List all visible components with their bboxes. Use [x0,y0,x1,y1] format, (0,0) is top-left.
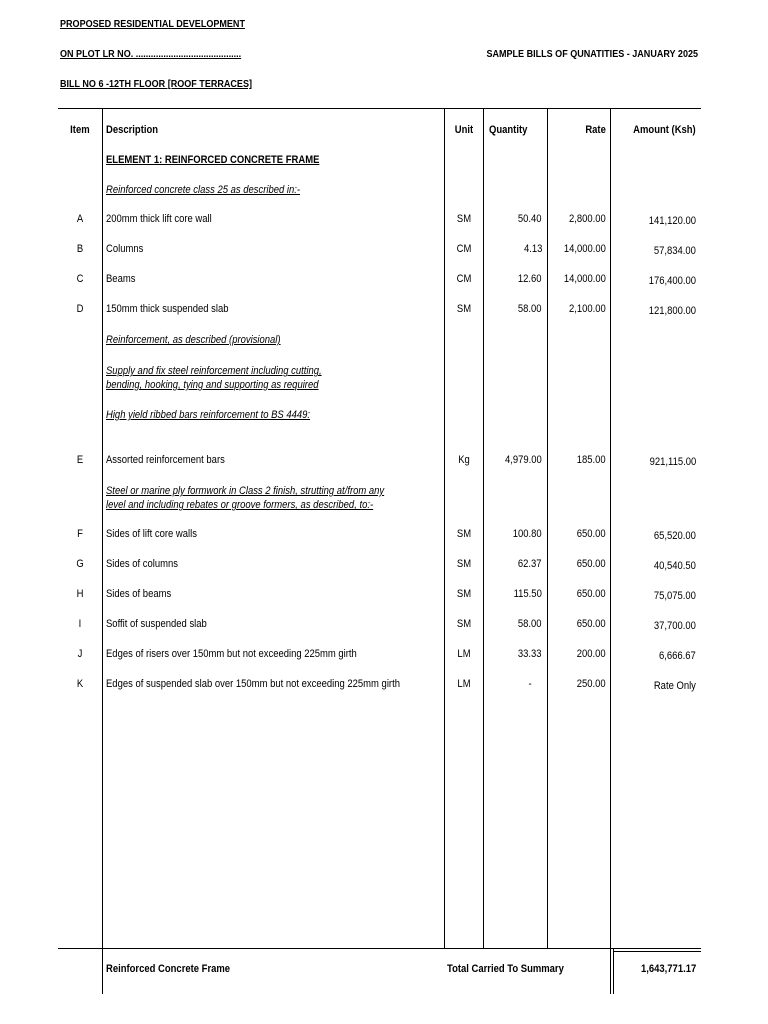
row-item: H [76,588,84,600]
row-unit: SM [456,618,472,630]
row-rate: 250.00 [577,678,606,690]
row-quantity: 50.40 [518,213,542,225]
row-quantity: 33.33 [518,648,542,660]
row-item: J [77,648,83,660]
row-quantity: 12.60 [518,273,542,285]
element-title: ELEMENT 1: REINFORCED CONCRETE FRAME [106,154,320,166]
column-divider-description [444,108,445,948]
row-unit: SM [456,558,472,570]
row-description: Beams [106,273,136,285]
row-quantity: 100.80 [513,528,542,540]
grand-total: 1,643,771.17 [640,963,696,975]
row-unit: Kg [458,454,470,466]
row-unit: LM [457,678,471,690]
row-unit: SM [456,588,472,600]
row-amount: 65,520.00 [653,530,696,542]
column-header-description: Description [106,124,159,136]
row-rate: 650.00 [577,528,606,540]
total-double-line [613,948,614,994]
row-amount: 75,075.00 [653,590,696,602]
row-rate: 650.00 [577,618,606,630]
row-rate: 650.00 [577,558,606,570]
row-unit: SM [456,213,472,225]
column-divider-item [102,108,103,994]
row-unit: CM [456,243,472,255]
column-header-item: Item [70,124,90,136]
row-quantity: 62.37 [518,558,542,570]
row-amount: 141,120.00 [648,215,696,227]
row-item: C [76,273,84,285]
note-supply-line-1: Supply and fix steel reinforcement including cutting, [106,365,322,377]
row-quantity: - [528,678,532,690]
row-amount: 921,115.00 [649,456,696,468]
sample-title: SAMPLE BILLS OF QUNATITIES - JANUARY 2025 [486,48,698,60]
column-header-unit: Unit [454,124,474,136]
bill-title: BILL NO 6 -12TH FLOOR [ROOF TERRACES] [60,78,252,90]
row-description: Sides of lift core walls [106,528,197,540]
row-rate: 2,800.00 [569,213,606,225]
row-description: Sides of beams [106,588,172,600]
project-title: PROPOSED RESIDENTIAL DEVELOPMENT [60,18,245,30]
row-unit: SM [456,528,472,540]
row-description: Soffit of suspended slab [106,618,207,630]
total-double-border [613,951,701,952]
table-bottom-border [58,948,701,949]
note-formwork-line-1: Steel or marine ply formwork in Class 2 finish, strutting at/from any [106,485,385,497]
row-quantity: 115.50 [513,588,542,600]
column-header-quantity: Quantity [489,124,528,136]
row-item: F [77,528,83,540]
row-rate: 14,000.00 [563,273,606,285]
row-amount: 176,400.00 [648,275,696,287]
row-amount: 37,700.00 [653,620,696,632]
row-description: Edges of risers over 150mm but not exceeding 225mm girth [106,648,357,660]
row-rate: 2,100.00 [569,303,606,315]
column-divider-quantity [547,108,548,948]
row-unit: SM [456,303,472,315]
row-rate: 200.00 [577,648,606,660]
row-description: Sides of columns [106,558,179,570]
note-supply-line-2: bending, hooking, tying and supporting as required [106,379,319,391]
note-formwork-line-2: level and including rebates or groove formers, as described, to:- [106,499,374,511]
row-item: D [76,303,84,315]
row-quantity: 4.13 [523,243,542,255]
column-divider-rate [610,108,611,994]
row-amount: 121,800.00 [648,305,696,317]
row-item: K [76,678,84,690]
row-description: Assorted reinforcement bars [106,454,225,466]
note-high-yield: High yield ribbed bars reinforcement to BS 4449: [106,409,311,421]
plot-number: ON PLOT LR NO. .......................................... [60,48,242,60]
column-header-amount: Amount (Ksh) [633,124,696,136]
row-item: A [76,213,84,225]
row-description: 200mm thick lift core wall [106,213,212,225]
row-description: Columns [106,243,144,255]
row-amount: Rate Only [653,680,696,692]
table-top-border [58,108,701,109]
row-quantity: 4,979.00 [505,454,542,466]
row-unit: CM [456,273,472,285]
row-item: I [78,618,82,630]
note-reinforcement: Reinforcement, as described (provisional) [106,334,281,346]
row-description: Edges of suspended slab over 150mm but not exceeding 225mm girth [106,678,400,690]
column-divider-unit [483,108,484,948]
row-amount: 6,666.67 [659,650,696,662]
row-amount: 40,540.50 [653,560,696,572]
column-header-rate: Rate [585,124,606,136]
total-carried-label: Total Carried To Summary [447,963,564,975]
row-item: G [76,558,84,570]
row-amount: 57,834.00 [653,245,696,257]
row-unit: LM [457,648,471,660]
row-rate: 14,000.00 [563,243,606,255]
row-rate: 650.00 [577,588,606,600]
row-quantity: 58.00 [518,618,542,630]
row-item: E [76,454,84,466]
footer-section-label: Reinforced Concrete Frame [106,963,231,975]
row-description: 150mm thick suspended slab [106,303,229,315]
note-concrete: Reinforced concrete class 25 as described in:- [106,184,301,196]
row-quantity: 58.00 [518,303,542,315]
row-rate: 185.00 [577,454,606,466]
row-item: B [76,243,84,255]
